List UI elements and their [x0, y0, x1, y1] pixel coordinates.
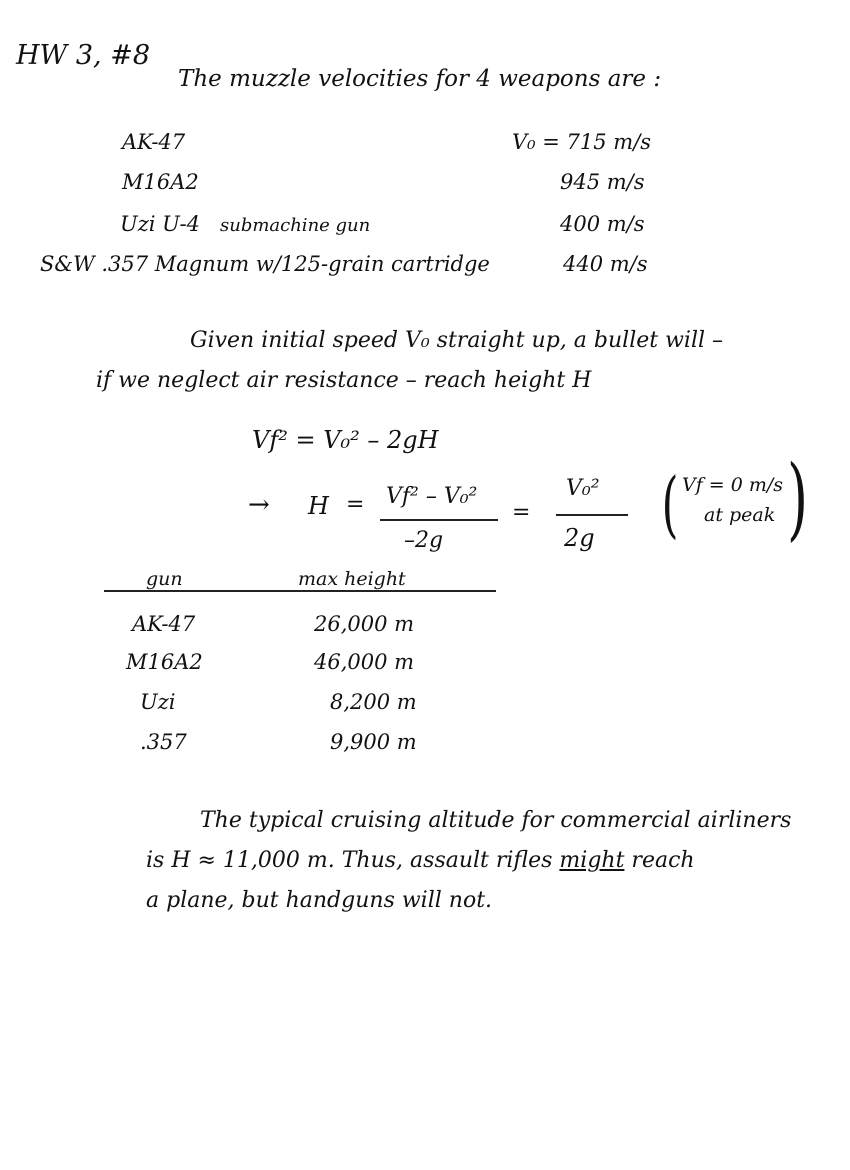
- weapon-name: AK-47: [122, 130, 186, 154]
- table-header-height: max height: [298, 568, 406, 590]
- weapon-name: [120, 212, 370, 236]
- weapon-name-text: Uzi U-4: [120, 212, 200, 236]
- conclusion-line: [146, 848, 695, 873]
- weapon-velocity: V₀ = 715 m/s: [512, 130, 652, 154]
- table-cell-gun: Uzi: [140, 690, 176, 714]
- fraction-denominator: 2g: [564, 524, 595, 552]
- paragraph-line: if we neglect air resistance – reach height H: [96, 368, 592, 393]
- underlined-word: might: [559, 848, 625, 873]
- table-cell-height: 26,000 m: [314, 612, 415, 636]
- table-cell-gun: M16A2: [126, 650, 203, 674]
- conclusion-line: a plane, but handguns will not.: [146, 888, 493, 913]
- fraction-numerator: Vf² – V₀²: [386, 484, 478, 509]
- side-note-line: at peak: [704, 504, 776, 526]
- equals-sign: =: [512, 500, 531, 525]
- table-cell-height: 46,000 m: [314, 650, 415, 674]
- weapon-name: M16A2: [122, 170, 199, 194]
- weapon-velocity: 945 m/s: [560, 170, 645, 194]
- implies-arrow: →: [248, 490, 270, 520]
- table-header-rule: [104, 590, 496, 592]
- weapon-name: S&W .357 Magnum w/125-grain cartridge: [40, 252, 490, 276]
- fraction-denominator: –2g: [404, 528, 444, 553]
- fraction-bar: [556, 514, 628, 516]
- equals-sign: =: [346, 492, 365, 517]
- table-cell-gun: .357: [140, 730, 187, 754]
- intro-text: The muzzle velocities for 4 weapons are :: [178, 66, 662, 92]
- note-paren-open: (: [661, 462, 679, 546]
- kinematics-equation: Vf² = V₀² – 2gH: [252, 426, 439, 454]
- table-cell-height: 9,900 m: [330, 730, 417, 754]
- note-paren-close: ): [787, 446, 809, 551]
- weapon-note: submachine gun: [219, 215, 371, 236]
- table-cell-gun: AK-47: [132, 612, 196, 636]
- paragraph-line: Given initial speed V₀ straight up, a bullet will –: [190, 328, 724, 353]
- height-variable: H: [308, 492, 329, 520]
- table-cell-height: 8,200 m: [330, 690, 417, 714]
- fraction-bar: [380, 519, 498, 521]
- table-header-gun: gun: [146, 568, 183, 590]
- weapon-velocity: 400 m/s: [560, 212, 645, 236]
- fraction-numerator: V₀²: [566, 476, 600, 501]
- side-note-line: Vf = 0 m/s: [682, 474, 784, 496]
- conclusion-text: is H ≈ 11,000 m. Thus, assault rifles: [146, 848, 553, 873]
- conclusion-text: reach: [631, 848, 695, 873]
- conclusion-line: The typical cruising altitude for commercial airliners: [200, 808, 792, 833]
- weapon-velocity: 440 m/s: [563, 252, 648, 276]
- problem-header: HW 3, #8: [16, 40, 151, 71]
